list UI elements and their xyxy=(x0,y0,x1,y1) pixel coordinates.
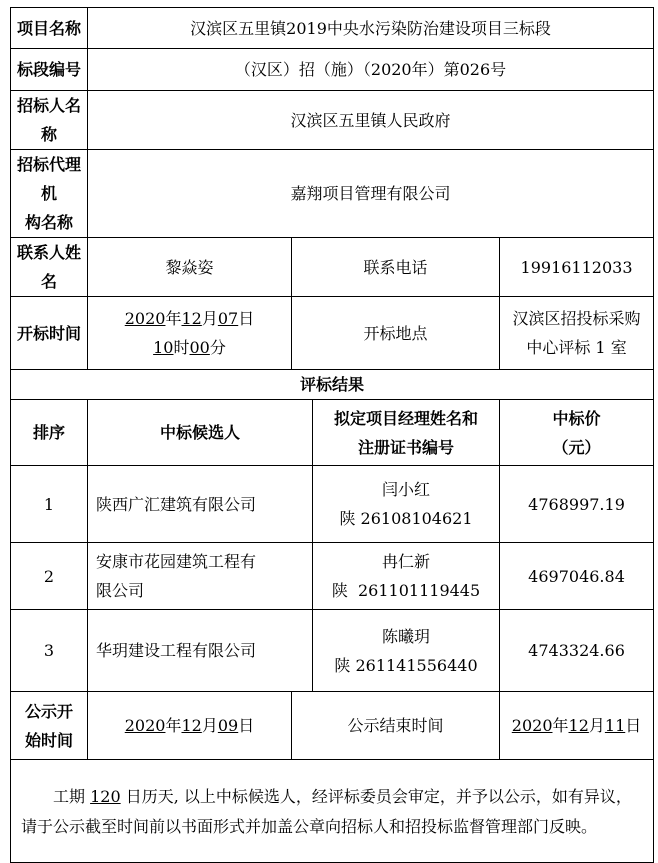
row-manager-cert: 陕 261141556440 xyxy=(334,655,478,675)
opening-minute: 00 xyxy=(189,338,210,357)
publicity-start-month: 12 xyxy=(181,716,202,735)
row-manager-name: 冉仁新 xyxy=(381,552,430,571)
opening-time-value xyxy=(88,297,292,370)
table-row xyxy=(11,466,654,543)
publicity-start-label xyxy=(11,692,88,760)
contact-name-value: 黎焱姿 xyxy=(88,238,292,297)
publicity-start-year-suffix: 年 xyxy=(165,716,182,735)
section-row xyxy=(11,49,654,91)
header-price-line1: 中标价 xyxy=(552,408,601,428)
row-price: 4768997.19 xyxy=(500,466,654,543)
opening-place-line1: 汉滨区招投标采购 xyxy=(512,309,641,328)
section-value: （汉区）招（施）（2020年）第026号 xyxy=(88,49,654,91)
header-manager-line1: 拟定项目经理姓名和 xyxy=(333,408,478,428)
note-row xyxy=(11,760,654,863)
agency-row xyxy=(11,150,654,238)
contact-phone-label: 联系电话 xyxy=(292,238,500,297)
contact-phone-value: 19916112033 xyxy=(500,238,654,297)
row-rank: 2 xyxy=(11,543,88,610)
row-manager-name: 陈曦玥 xyxy=(381,626,430,646)
publicity-end-day: 11 xyxy=(604,716,626,735)
row-candidate-line1: 安康市花园建筑工程有 xyxy=(96,552,257,571)
row-candidate xyxy=(88,543,313,610)
opening-row xyxy=(11,297,654,370)
note-prefix: 工期 xyxy=(53,787,91,806)
header-price xyxy=(500,400,654,466)
opening-minute-suffix: 分 xyxy=(209,338,226,357)
publicity-end-label: 公示结束时间 xyxy=(292,692,500,760)
opening-place-line2: 中心评标 1 室 xyxy=(526,338,627,357)
opening-place-label: 开标地点 xyxy=(292,297,500,370)
tenderer-value: 汉滨区五里镇人民政府 xyxy=(88,91,654,150)
row-manager-cert: 陕 261101119445 xyxy=(331,581,481,600)
table-row xyxy=(11,543,654,610)
publicity-start-day-suffix: 日 xyxy=(238,716,255,735)
result-title: 评标结果 xyxy=(11,370,654,400)
contact-row xyxy=(11,238,654,297)
publicity-end-day-suffix: 日 xyxy=(625,716,642,735)
row-manager xyxy=(313,610,500,692)
row-manager xyxy=(313,466,500,543)
row-manager-name: 闫小红 xyxy=(381,480,430,499)
row-candidate xyxy=(88,610,313,692)
opening-year: 2020 xyxy=(124,309,166,328)
contact-name-label: 联系人姓名 xyxy=(11,238,88,297)
opening-date xyxy=(92,304,287,333)
agency-label xyxy=(11,150,88,238)
tenderer-row xyxy=(11,91,654,150)
note-days: 120 xyxy=(90,787,121,806)
publicity-start-label-line2: 始时间 xyxy=(24,730,73,750)
agency-label-line2: 构名称 xyxy=(24,213,73,232)
publicity-end-year: 2020 xyxy=(511,716,553,735)
opening-clock xyxy=(92,333,287,362)
row-rank: 3 xyxy=(11,610,88,692)
opening-month: 12 xyxy=(181,309,202,328)
publicity-end-year-suffix: 年 xyxy=(552,716,569,735)
row-price: 4697046.84 xyxy=(500,543,654,610)
opening-hour-suffix: 时 xyxy=(173,338,190,357)
opening-year-suffix: 年 xyxy=(165,309,182,328)
opening-day: 07 xyxy=(217,309,239,328)
row-candidate-line1: 陕西广汇建筑有限公司 xyxy=(96,494,257,514)
opening-hour: 10 xyxy=(153,338,174,357)
section-label: 标段编号 xyxy=(11,49,88,91)
header-price-line2: （元） xyxy=(552,437,601,457)
row-price: 4743324.66 xyxy=(500,610,654,692)
opening-month-suffix: 月 xyxy=(201,309,218,328)
row-manager-cert: 陕 26108104621 xyxy=(339,509,473,528)
note-suffix: 日历天, 以上中标候选人，经评标委员会审定，并予以公示，如有异议，请于公示截至时间前以书面形式并加盖公章向招标人和招投标监督管理部门反映。 xyxy=(21,787,632,836)
publicity-row xyxy=(11,692,654,760)
header-candidate: 中标候选人 xyxy=(88,400,313,466)
publicity-start-month-suffix: 月 xyxy=(201,716,218,735)
project-value: 汉滨区五里镇2019中央水污染防治建设项目三标段 xyxy=(88,8,654,49)
publicity-end-value xyxy=(500,692,654,760)
row-candidate-line1: 华玥建设工程有限公司 xyxy=(96,641,257,660)
row-candidate xyxy=(88,466,313,543)
row-candidate-line2: 限公司 xyxy=(96,581,145,600)
note-text xyxy=(11,760,654,863)
row-rank: 1 xyxy=(11,466,88,543)
agency-value: 嘉翔项目管理有限公司 xyxy=(88,150,654,238)
project-label: 项目名称 xyxy=(11,8,88,49)
publicity-start-day: 09 xyxy=(217,716,239,735)
publicity-start-value xyxy=(88,692,292,760)
publicity-end-month-suffix: 月 xyxy=(588,716,605,735)
publicity-start-year: 2020 xyxy=(124,716,166,735)
bid-result-table xyxy=(10,7,654,863)
tenderer-label: 招标人名称 xyxy=(11,91,88,150)
opening-place-value xyxy=(500,297,654,370)
publicity-end-month: 12 xyxy=(568,716,589,735)
opening-time-label: 开标时间 xyxy=(11,297,88,370)
result-title-row xyxy=(11,370,654,400)
header-rank: 排序 xyxy=(11,400,88,466)
table-row xyxy=(11,610,654,692)
project-row xyxy=(11,8,654,49)
header-manager xyxy=(313,400,500,466)
result-header-row xyxy=(11,400,654,466)
opening-day-suffix: 日 xyxy=(238,309,255,328)
publicity-start-label-line1: 公示开 xyxy=(24,701,73,721)
row-manager xyxy=(313,543,500,610)
header-manager-line2: 注册证书编号 xyxy=(357,437,454,457)
agency-label-line1: 招标代理机 xyxy=(16,155,81,203)
